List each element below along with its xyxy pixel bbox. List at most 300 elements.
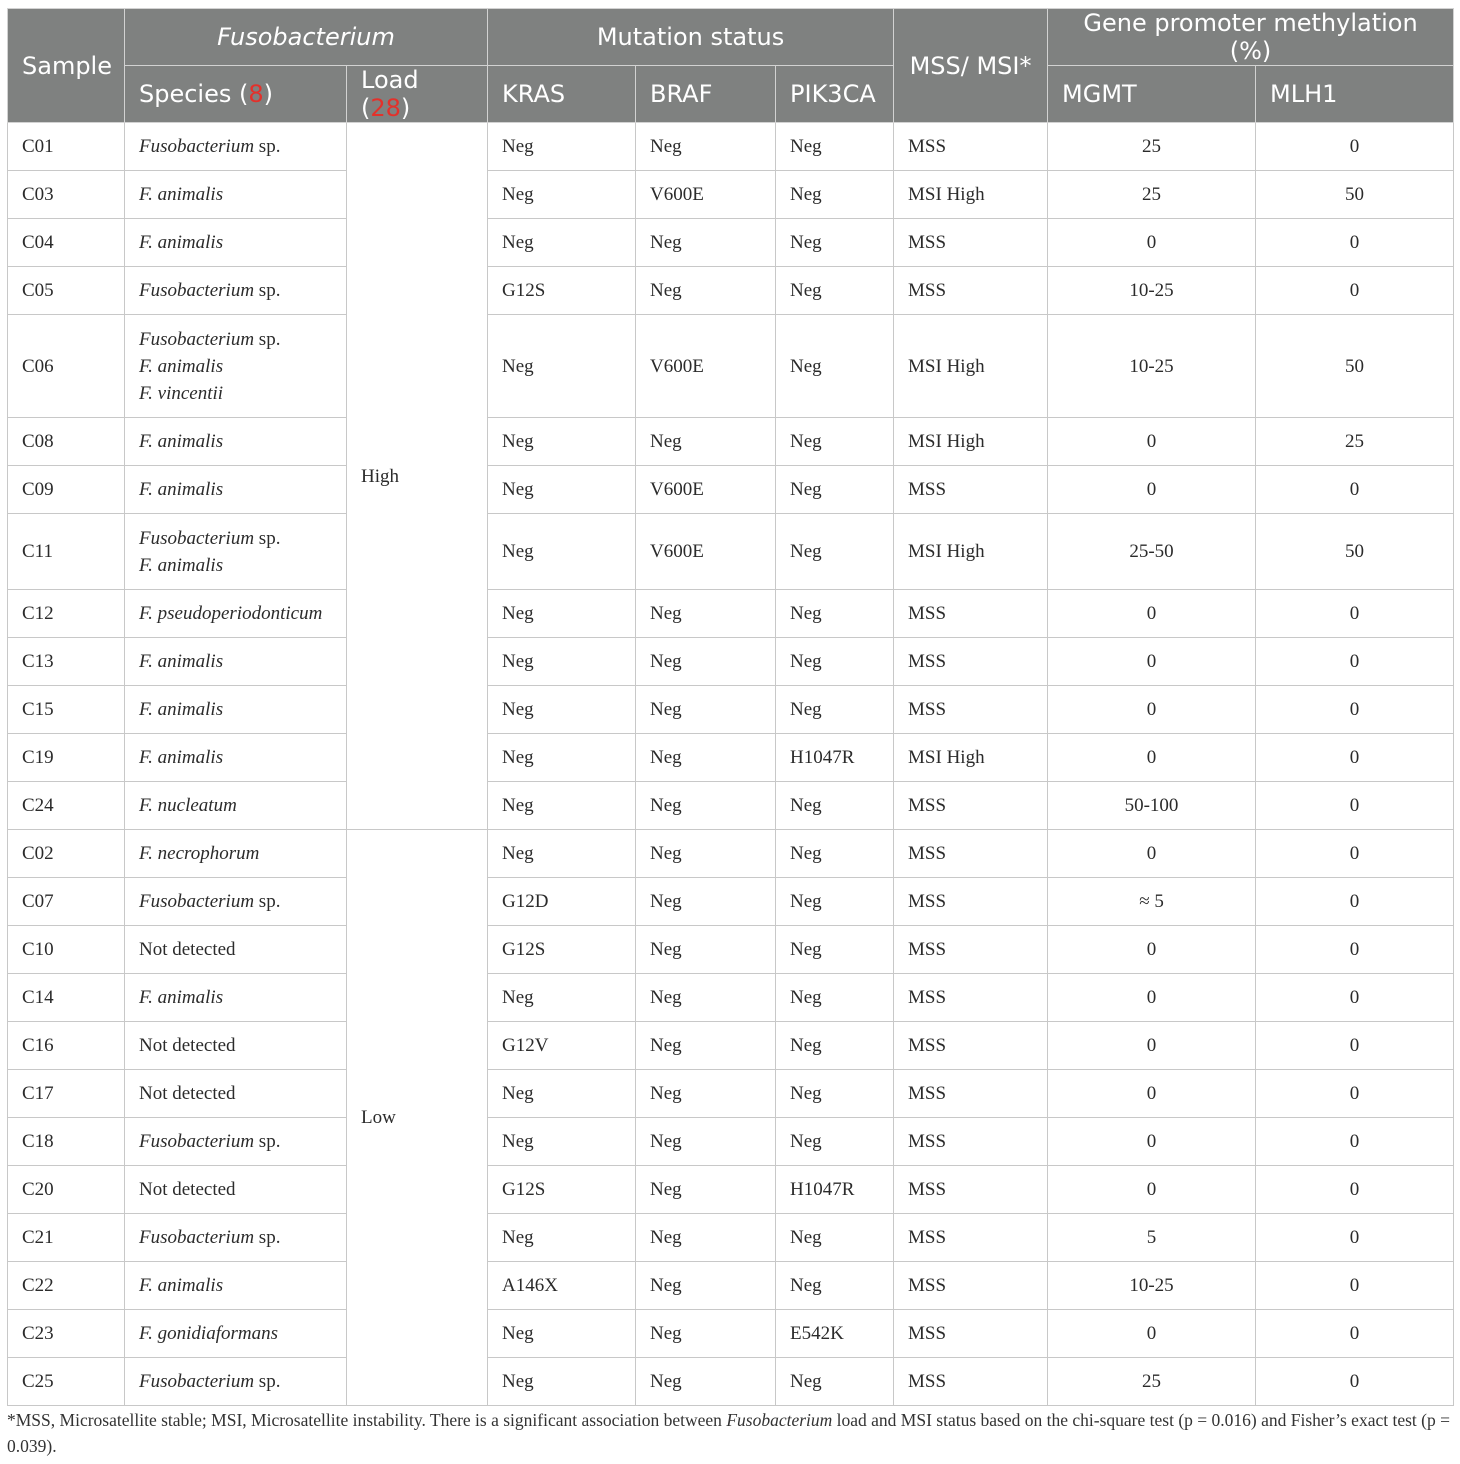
table-footnote <box>7 1407 1457 1459</box>
header-kras: KRAS <box>488 66 636 123</box>
cell-kras: Neg <box>488 830 636 878</box>
cell-mss-msi: MSS <box>894 1166 1048 1214</box>
cell-mgmt: 25 <box>1048 123 1256 171</box>
cell-pik3ca: H1047R <box>776 1166 894 1214</box>
cell-mlh1: 25 <box>1256 418 1454 466</box>
cell-mlh1: 0 <box>1256 219 1454 267</box>
cell-pik3ca: Neg <box>776 267 894 315</box>
cell-kras: Neg <box>488 315 636 418</box>
species-line <box>139 277 332 304</box>
species-line <box>139 696 332 723</box>
cell-mss-msi: MSI High <box>894 734 1048 782</box>
table-row <box>8 1310 1454 1358</box>
header-braf: BRAF <box>636 66 776 123</box>
cell-pik3ca: Neg <box>776 1262 894 1310</box>
species-line <box>139 428 332 455</box>
cell-mlh1: 0 <box>1256 830 1454 878</box>
cell-mlh1: 50 <box>1256 315 1454 418</box>
cell-mlh1: 0 <box>1256 1310 1454 1358</box>
cell-mss-msi: MSS <box>894 466 1048 514</box>
cell-kras: Neg <box>488 974 636 1022</box>
cell-species <box>125 1022 347 1070</box>
table-row <box>8 171 1454 219</box>
species-line <box>139 1224 332 1251</box>
table-row <box>8 638 1454 686</box>
cell-mss-msi: MSS <box>894 878 1048 926</box>
species-name: F. animalis <box>139 987 224 1008</box>
cell-sample: C17 <box>8 1070 125 1118</box>
cell-mss-msi: MSS <box>894 1310 1048 1358</box>
cell-species <box>125 1166 347 1214</box>
species-line <box>139 1032 332 1059</box>
cell-mss-msi: MSS <box>894 1214 1048 1262</box>
species-name: F. necrophorum <box>139 843 260 864</box>
species-suffix: Not detected <box>139 1083 236 1104</box>
cell-pik3ca: Neg <box>776 219 894 267</box>
cell-sample: C15 <box>8 686 125 734</box>
header-species-paren: ) <box>263 80 274 108</box>
species-line <box>139 1128 332 1155</box>
species-name: F. animalis <box>139 1275 224 1296</box>
cell-kras: G12S <box>488 267 636 315</box>
cell-braf: Neg <box>636 267 776 315</box>
species-name: Fusobacterium <box>139 1131 255 1152</box>
cell-species <box>125 638 347 686</box>
header-methylation: Gene promoter methylation (%) <box>1048 9 1454 66</box>
cell-braf: Neg <box>636 926 776 974</box>
species-suffix: sp. <box>254 136 281 157</box>
cell-species <box>125 123 347 171</box>
species-line <box>139 744 332 771</box>
cell-mlh1: 0 <box>1256 1214 1454 1262</box>
cell-braf: Neg <box>636 686 776 734</box>
cell-mgmt: 5 <box>1048 1214 1256 1262</box>
table-row <box>8 830 1454 878</box>
cell-sample: C07 <box>8 878 125 926</box>
cell-mss-msi: MSS <box>894 974 1048 1022</box>
header-mss-msi: MSS/ MSI* <box>894 9 1048 123</box>
cell-mlh1: 0 <box>1256 734 1454 782</box>
species-line <box>139 552 332 579</box>
species-name: Fusobacterium <box>139 280 255 301</box>
cell-mlh1: 0 <box>1256 1022 1454 1070</box>
cell-mss-msi: MSS <box>894 1262 1048 1310</box>
cell-species <box>125 734 347 782</box>
species-name: F. vincentii <box>139 382 224 404</box>
footnote-italic: Fusobacterium <box>726 1410 833 1430</box>
cell-pik3ca: Neg <box>776 1118 894 1166</box>
cell-kras: Neg <box>488 171 636 219</box>
table-row <box>8 974 1454 1022</box>
cell-mss-msi: MSS <box>894 1118 1048 1166</box>
header-species <box>125 66 347 123</box>
species-line <box>139 1320 332 1347</box>
cell-species <box>125 1358 347 1406</box>
cell-species <box>125 1262 347 1310</box>
cell-sample: C02 <box>8 830 125 878</box>
species-name: F. animalis <box>139 747 224 768</box>
table-row <box>8 1262 1454 1310</box>
species-name: F. pseudoperiodonticum <box>139 603 323 624</box>
species-line <box>139 984 332 1011</box>
species-line <box>139 181 332 208</box>
cell-mlh1: 0 <box>1256 123 1454 171</box>
cell-mss-msi: MSS <box>894 590 1048 638</box>
cell-braf: Neg <box>636 590 776 638</box>
cell-sample: C12 <box>8 590 125 638</box>
cell-mgmt: 0 <box>1048 1310 1256 1358</box>
cell-sample: C25 <box>8 1358 125 1406</box>
table-body <box>8 123 1454 1406</box>
species-suffix: Not detected <box>139 939 236 960</box>
cell-mgmt: 10-25 <box>1048 1262 1256 1310</box>
cell-kras: Neg <box>488 123 636 171</box>
cell-mgmt: 10-25 <box>1048 267 1256 315</box>
species-name: F. gonidiaformans <box>139 1323 279 1344</box>
species-line <box>139 1272 332 1299</box>
cell-braf: Neg <box>636 123 776 171</box>
species-suffix: sp. <box>254 328 281 350</box>
header-load-paren: ) <box>400 94 411 122</box>
cell-species <box>125 171 347 219</box>
cell-sample: C22 <box>8 1262 125 1310</box>
cell-mgmt: 25 <box>1048 171 1256 219</box>
footnote-text-2: load and MSI status based on the chi-square test (p = 0.016) and Fisher’s exact test (p = 0.039). <box>7 1410 1450 1456</box>
species-suffix: Not detected <box>139 1035 236 1056</box>
species-suffix: sp. <box>254 1131 281 1152</box>
cell-braf: V600E <box>636 514 776 590</box>
cell-mgmt: 0 <box>1048 1022 1256 1070</box>
cell-mss-msi: MSS <box>894 1358 1048 1406</box>
cell-mgmt: 25-50 <box>1048 514 1256 590</box>
cell-load-group: High <box>347 123 488 830</box>
cell-species <box>125 686 347 734</box>
species-line <box>139 380 332 407</box>
species-name: F. animalis <box>139 184 224 205</box>
cell-mgmt: 25 <box>1048 1358 1256 1406</box>
cell-mlh1: 50 <box>1256 171 1454 219</box>
species-line <box>139 648 332 675</box>
cell-sample: C14 <box>8 974 125 1022</box>
cell-kras: Neg <box>488 418 636 466</box>
cell-species <box>125 590 347 638</box>
table-row <box>8 1070 1454 1118</box>
cell-mlh1: 0 <box>1256 638 1454 686</box>
cell-mss-msi: MSS <box>894 267 1048 315</box>
species-line <box>139 133 332 160</box>
cell-sample: C21 <box>8 1214 125 1262</box>
cell-mlh1: 0 <box>1256 1070 1454 1118</box>
cell-braf: Neg <box>636 974 776 1022</box>
cell-mlh1: 0 <box>1256 267 1454 315</box>
species-suffix: sp. <box>254 280 281 301</box>
cell-sample: C24 <box>8 782 125 830</box>
cell-pik3ca: Neg <box>776 171 894 219</box>
cell-mss-msi: MSI High <box>894 315 1048 418</box>
cell-sample: C18 <box>8 1118 125 1166</box>
header-pik3ca: PIK3CA <box>776 66 894 123</box>
cell-mlh1: 0 <box>1256 878 1454 926</box>
cell-kras: Neg <box>488 1118 636 1166</box>
cell-pik3ca: Neg <box>776 1358 894 1406</box>
cell-mss-msi: MSS <box>894 686 1048 734</box>
cell-species <box>125 926 347 974</box>
cell-pik3ca: Neg <box>776 878 894 926</box>
cell-mgmt: 0 <box>1048 1070 1256 1118</box>
species-line <box>139 936 332 963</box>
species-name: Fusobacterium <box>139 527 255 549</box>
header-species-count: 8 <box>248 80 264 108</box>
cell-kras: Neg <box>488 782 636 830</box>
cell-mgmt: 10-25 <box>1048 315 1256 418</box>
cell-sample: C23 <box>8 1310 125 1358</box>
cell-kras: Neg <box>488 734 636 782</box>
cell-mss-msi: MSS <box>894 638 1048 686</box>
header-fusobacterium <box>125 9 488 66</box>
species-suffix: Not detected <box>139 1179 236 1200</box>
cell-pik3ca: Neg <box>776 926 894 974</box>
species-name: Fusobacterium <box>139 328 255 350</box>
cell-braf: Neg <box>636 219 776 267</box>
cell-mgmt: 0 <box>1048 466 1256 514</box>
cell-mlh1: 0 <box>1256 974 1454 1022</box>
cell-mlh1: 0 <box>1256 782 1454 830</box>
cell-mgmt: 0 <box>1048 1166 1256 1214</box>
cell-mlh1: 0 <box>1256 686 1454 734</box>
species-name: F. animalis <box>139 651 224 672</box>
cell-sample: C06 <box>8 315 125 418</box>
species-line <box>139 600 332 627</box>
cell-braf: V600E <box>636 315 776 418</box>
cell-sample: C09 <box>8 466 125 514</box>
cell-species <box>125 974 347 1022</box>
cell-sample: C05 <box>8 267 125 315</box>
cell-braf: Neg <box>636 418 776 466</box>
species-name: F. animalis <box>139 431 224 452</box>
header-sample: Sample <box>8 9 125 123</box>
cell-mlh1: 0 <box>1256 590 1454 638</box>
cell-mss-msi: MSS <box>894 926 1048 974</box>
table-row <box>8 734 1454 782</box>
species-line <box>139 229 332 256</box>
species-name: F. animalis <box>139 232 224 253</box>
cell-sample: C16 <box>8 1022 125 1070</box>
cell-mgmt: 0 <box>1048 418 1256 466</box>
species-line <box>139 353 332 380</box>
cell-kras: Neg <box>488 514 636 590</box>
table-row <box>8 1214 1454 1262</box>
cell-mgmt: 0 <box>1048 830 1256 878</box>
cell-braf: V600E <box>636 171 776 219</box>
table-header <box>8 9 1454 123</box>
cell-mss-msi: MSI High <box>894 514 1048 590</box>
cell-mlh1: 0 <box>1256 1166 1454 1214</box>
species-line <box>139 1368 332 1395</box>
cell-species <box>125 466 347 514</box>
cell-sample: C10 <box>8 926 125 974</box>
cell-pik3ca: H1047R <box>776 734 894 782</box>
cell-braf: Neg <box>636 1166 776 1214</box>
table-row <box>8 267 1454 315</box>
cell-mgmt: 0 <box>1048 686 1256 734</box>
cell-braf: Neg <box>636 878 776 926</box>
footnote-text-1: *MSS, Microsatellite stable; MSI, Microsatellite instability. There is a significant association between <box>7 1410 727 1430</box>
cell-pik3ca: Neg <box>776 974 894 1022</box>
cell-braf: Neg <box>636 1358 776 1406</box>
cell-mgmt: 0 <box>1048 219 1256 267</box>
cell-mgmt: 0 <box>1048 590 1256 638</box>
cell-braf: Neg <box>636 1310 776 1358</box>
header-load <box>347 66 488 123</box>
cell-sample: C03 <box>8 171 125 219</box>
table-row <box>8 1358 1454 1406</box>
cell-pik3ca: Neg <box>776 315 894 418</box>
species-line <box>139 326 332 353</box>
species-line <box>139 476 332 503</box>
cell-sample: C19 <box>8 734 125 782</box>
cell-kras: A146X <box>488 1262 636 1310</box>
cell-mgmt: 0 <box>1048 734 1256 782</box>
header-species-label: Species ( <box>139 80 249 108</box>
cell-kras: Neg <box>488 1310 636 1358</box>
cell-species <box>125 878 347 926</box>
cell-mlh1: 0 <box>1256 1262 1454 1310</box>
cell-braf: Neg <box>636 1214 776 1262</box>
cell-pik3ca: Neg <box>776 1070 894 1118</box>
cell-kras: G12V <box>488 1022 636 1070</box>
cell-kras: G12S <box>488 1166 636 1214</box>
cell-kras: G12S <box>488 926 636 974</box>
species-name: F. nucleatum <box>139 795 237 816</box>
species-name: Fusobacterium <box>139 891 255 912</box>
cell-species <box>125 514 347 590</box>
cell-pik3ca: Neg <box>776 466 894 514</box>
cell-kras: Neg <box>488 1214 636 1262</box>
species-suffix: sp. <box>254 1227 281 1248</box>
cell-pik3ca: Neg <box>776 590 894 638</box>
cell-pik3ca: Neg <box>776 1214 894 1262</box>
cell-mlh1: 0 <box>1256 466 1454 514</box>
table-row <box>8 590 1454 638</box>
cell-mlh1: 0 <box>1256 1358 1454 1406</box>
table-row <box>8 418 1454 466</box>
species-name: F. animalis <box>139 355 224 377</box>
cell-mgmt: 0 <box>1048 638 1256 686</box>
cell-braf: Neg <box>636 1070 776 1118</box>
cell-pik3ca: Neg <box>776 1022 894 1070</box>
species-line <box>139 1080 332 1107</box>
table-row <box>8 878 1454 926</box>
species-name: F. animalis <box>139 479 224 500</box>
table-row <box>8 1022 1454 1070</box>
table-row <box>8 514 1454 590</box>
cell-kras: Neg <box>488 1358 636 1406</box>
cell-mss-msi: MSS <box>894 219 1048 267</box>
species-suffix: sp. <box>254 891 281 912</box>
table-row <box>8 1166 1454 1214</box>
cell-pik3ca: Neg <box>776 830 894 878</box>
header-load-count: 28 <box>370 94 401 122</box>
cell-sample: C04 <box>8 219 125 267</box>
species-suffix: sp. <box>254 1371 281 1392</box>
species-line <box>139 1176 332 1203</box>
cell-pik3ca: Neg <box>776 123 894 171</box>
cell-mgmt: 0 <box>1048 974 1256 1022</box>
cell-sample: C11 <box>8 514 125 590</box>
cell-mlh1: 0 <box>1256 1118 1454 1166</box>
cell-mlh1: 0 <box>1256 926 1454 974</box>
cell-braf: Neg <box>636 1262 776 1310</box>
cell-species <box>125 1118 347 1166</box>
cell-sample: C01 <box>8 123 125 171</box>
species-line <box>139 792 332 819</box>
cell-mgmt: 0 <box>1048 1118 1256 1166</box>
cell-braf: Neg <box>636 1118 776 1166</box>
cell-kras: Neg <box>488 219 636 267</box>
cell-kras: Neg <box>488 686 636 734</box>
cell-mss-msi: MSI High <box>894 418 1048 466</box>
table-row <box>8 466 1454 514</box>
species-line <box>139 888 332 915</box>
cell-braf: Neg <box>636 830 776 878</box>
header-fusobacterium-text: Fusobacterium <box>217 23 395 51</box>
cell-mss-msi: MSI High <box>894 171 1048 219</box>
cell-braf: Neg <box>636 782 776 830</box>
cell-species <box>125 267 347 315</box>
cell-sample: C20 <box>8 1166 125 1214</box>
table-row <box>8 686 1454 734</box>
species-name: F. animalis <box>139 554 224 576</box>
cell-kras: Neg <box>488 466 636 514</box>
cell-species <box>125 219 347 267</box>
cell-load-group: Low <box>347 830 488 1406</box>
cell-pik3ca: Neg <box>776 418 894 466</box>
cell-mss-msi: MSS <box>894 782 1048 830</box>
cell-species <box>125 782 347 830</box>
cell-mgmt: 50-100 <box>1048 782 1256 830</box>
header-mlh1: MLH1 <box>1256 66 1454 123</box>
table-row <box>8 123 1454 171</box>
species-line <box>139 525 332 552</box>
cell-species <box>125 1310 347 1358</box>
cell-braf: Neg <box>636 734 776 782</box>
cell-pik3ca: Neg <box>776 514 894 590</box>
cell-mss-msi: MSS <box>894 1022 1048 1070</box>
cell-kras: Neg <box>488 590 636 638</box>
cell-pik3ca: Neg <box>776 638 894 686</box>
cell-kras: G12D <box>488 878 636 926</box>
cell-mgmt: ≈ 5 <box>1048 878 1256 926</box>
cell-braf: Neg <box>636 1022 776 1070</box>
cell-species <box>125 830 347 878</box>
species-name: F. animalis <box>139 699 224 720</box>
cell-mss-msi: MSS <box>894 830 1048 878</box>
table-row <box>8 315 1454 418</box>
cell-mlh1: 50 <box>1256 514 1454 590</box>
cell-kras: Neg <box>488 1070 636 1118</box>
cell-sample: C08 <box>8 418 125 466</box>
species-suffix: sp. <box>254 527 281 549</box>
cell-mss-msi: MSS <box>894 123 1048 171</box>
cell-braf: Neg <box>636 638 776 686</box>
cell-species <box>125 315 347 418</box>
table-row <box>8 219 1454 267</box>
header-mgmt: MGMT <box>1048 66 1256 123</box>
cell-pik3ca: Neg <box>776 686 894 734</box>
cell-sample: C13 <box>8 638 125 686</box>
species-name: Fusobacterium <box>139 136 255 157</box>
header-load-label: Load ( <box>361 66 419 122</box>
